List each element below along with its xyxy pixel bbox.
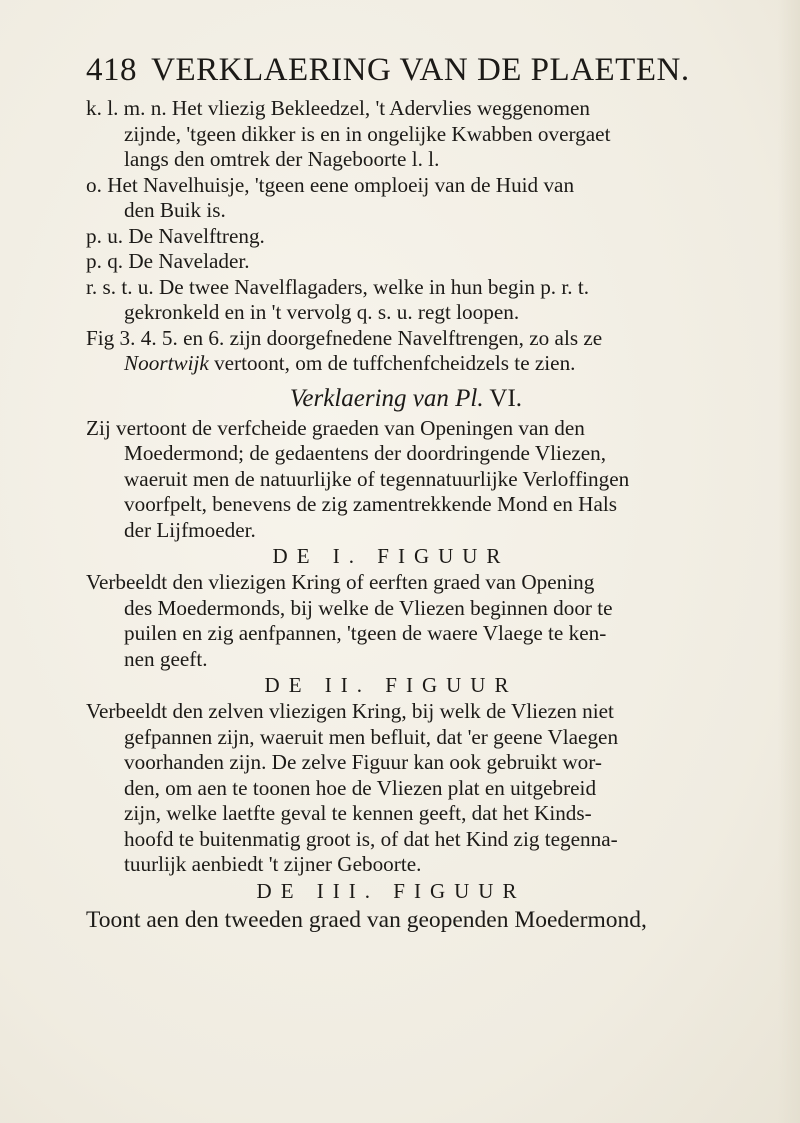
section-intro [86, 416, 726, 544]
figure-description [86, 699, 726, 878]
header-title: VERKLAERING VAN DE PLAETEN. [151, 52, 690, 88]
figure-description [86, 905, 726, 935]
text-line: zijnde, 'tgeen dikker is en in ongelijke Kwabben overgaet [124, 121, 611, 146]
text-line: des Moedermonds, bij welke de Vliezen beginnen door te [124, 595, 613, 620]
section-heading [86, 381, 726, 416]
figure-title: DE II. FIGUUR [264, 673, 518, 697]
text-line: nen geeft. [124, 646, 208, 671]
text-line: der Lijfmoeder. [124, 517, 256, 542]
text-line: Moedermond; de gedaentens der doordringende Vliezen, [124, 441, 607, 465]
page-edge-shadow [778, 0, 800, 1123]
place-name: Noortwijk [124, 351, 209, 375]
legend-entry [86, 224, 726, 250]
text-line: den, om aen te toonen hoe de Vliezen plat en uitgebreid [124, 775, 597, 800]
legend-entry [86, 173, 726, 224]
legend-entry [86, 275, 726, 326]
section-heading-italic: Verklaering van Pl. [289, 384, 484, 412]
text-line: voorfpelt, benevens de zig zamentrekkende Mond en Hals [124, 492, 618, 516]
figure-title: DE III. FIGUUR [256, 878, 526, 903]
page-number: 418 [86, 52, 137, 88]
figure-title: DE I. FIGUUR [272, 544, 510, 568]
text-line: voorhanden zijn. De zelve Figuur kan ook gebruikt wor- [124, 750, 602, 774]
text-line: puilen en zig aenfpannen, 'tgeen de waere Vlaege te ken- [124, 621, 607, 645]
legend-entry [86, 249, 726, 275]
text-line: Verbeeldt den vliezigen Kring of eerften graed van Opening [86, 570, 595, 594]
fig-note-rest: vertoont, om de tuffchenfcheidzels te zien. [208, 351, 576, 375]
legend-entry [86, 96, 726, 173]
text-line: Verbeeldt den zelven vliezigen Kring, bij welk de Vliezen niet [86, 699, 614, 723]
page-body [86, 96, 726, 935]
figure-description [86, 570, 726, 672]
text-line: p. u. De Navelftreng. [86, 223, 265, 248]
text-line: langs den omtrek der Nageboorte l. l. [124, 147, 440, 171]
text-line: gefpannen zijn, waeruit men befluit, dat 'er geene Vlaegen [124, 724, 619, 749]
text-line: den Buik is. [124, 198, 226, 222]
text-line: o. Het Navelhuisje, 'tgeen eene omploeij van de Huid van [86, 172, 575, 197]
text-line: k. l. m. n. Het vliezig Bekleedzel, 't Adervlies weggenomen [86, 96, 590, 120]
text-line: waeruit men de natuurlijke of tegennatuurlijke Verloffingen [124, 466, 630, 491]
fig-note-line [86, 351, 726, 377]
text-line: zijn, welke laetfte geval te kennen geeft, dat het Kinds- [124, 801, 592, 825]
text-line: hoofd te buitenmatig groot is, of dat het Kind zig tegenna- [124, 826, 618, 851]
text-line: tuurlijk aenbiedt 't zijner Geboorte. [124, 852, 422, 876]
running-header [86, 52, 706, 89]
text-line: Toont aen den tweeden graed van geopenden Moedermond, [86, 906, 647, 933]
fig-note-line: Fig 3. 4. 5. en 6. zijn doorgefnedene Navelftrengen, zo als ze [86, 325, 603, 350]
text-line: r. s. t. u. De twee Navelflagaders, welke in hun begin p. r. t. [86, 274, 590, 299]
text-line: p. q. De Navelader. [86, 249, 250, 273]
section-heading-number: VI. [483, 384, 523, 412]
text-line: gekronkeld en in 't vervolg q. s. u. regt loopen. [124, 300, 520, 324]
text-line: Zij vertoont de verfcheide graeden van Openingen van den [86, 415, 585, 440]
